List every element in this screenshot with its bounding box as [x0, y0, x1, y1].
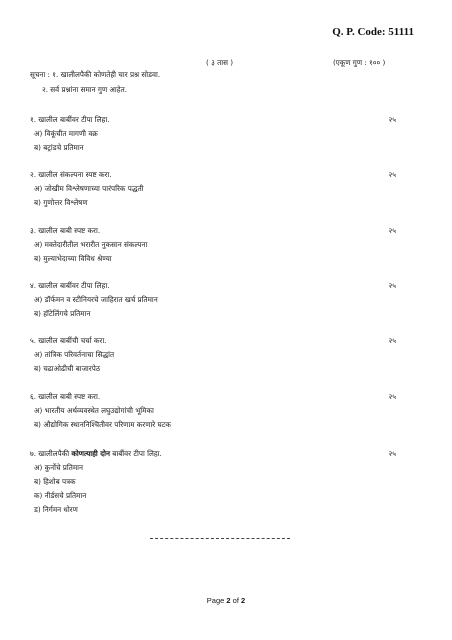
footer-page-number: 2 — [226, 596, 231, 605]
instruction-2: २. सर्व प्रश्नांना समान गुण आहेत. — [42, 85, 127, 94]
exam-duration: ( ३ तास ) — [206, 58, 234, 67]
question-7-title — [30, 449, 162, 458]
end-divider — [150, 538, 290, 539]
question-2-part-b: ब) गुणोत्तर विश्लेषण — [34, 198, 88, 207]
question-7-title-prefix: ७. खालीलपैकी — [30, 449, 72, 458]
footer-prefix: Page — [206, 596, 227, 605]
question-7-part-c: क) नीर्डसचे प्रतिमान — [34, 491, 87, 500]
instruction-1: सूचना : १. खालीलपैकी कोणतेही चार प्रश्न सोडवा. — [30, 70, 161, 79]
question-5-marks: २५ — [388, 336, 396, 345]
question-7-title-suffix: बाबींवर टीपा लिहा. — [109, 449, 162, 458]
question-4-title: ४. खालील बाबींवर टीपा लिहा. — [30, 281, 110, 290]
question-6-title: ६. खालील बाबी स्पष्ट करा. — [30, 392, 101, 401]
question-4-part-a: अ) डॉर्फमन व स्टीनियरचे जाहिरात खर्च प्रतिमान — [34, 295, 158, 304]
question-3-part-b: ब) मुल्याभेदाच्या विविध श्रेण्या — [34, 254, 112, 263]
question-7-part-a: अ) कुर्नोचे प्रतिमान — [34, 463, 83, 472]
question-7-part-d: ड) निर्गमन धोरण — [34, 505, 78, 514]
question-2-part-a: अ) जोखीम विश्लेषणाच्या पारंपरिक पद्धती — [34, 184, 144, 193]
question-2-title: २. खालील संकल्पना स्पष्ट करा. — [30, 170, 112, 179]
question-1-marks: २५ — [388, 115, 396, 124]
question-6-marks: २५ — [388, 392, 396, 401]
footer-of: of — [230, 596, 242, 605]
question-4-part-b: ब) हॉटेलिंगचे प्रतिमान — [34, 309, 91, 318]
footer-page-total: 2 — [241, 596, 246, 605]
question-5-part-a: अ) तांत्रिक परिवर्तनाचा सिद्धांत — [34, 350, 115, 359]
question-1-part-a: अ) विकूंचीत मागणी वक्र — [34, 129, 98, 138]
question-4-marks: २५ — [388, 281, 396, 290]
page-footer — [0, 596, 452, 605]
question-1-part-b: ब) बट्रांडचे प्रतिमान — [34, 143, 84, 152]
qp-code: Q. P. Code: 51111 — [332, 26, 414, 38]
question-5-part-b: ब) चढाओढीची बाजारपेठ — [34, 364, 100, 373]
question-2-marks: २५ — [388, 170, 396, 179]
question-6-part-a: अ) भारतीय अर्थव्यवस्थेत लघुउद्योगांची भूमिका — [34, 406, 154, 415]
question-7-title-emphasis: कोणत्याही दोन — [71, 449, 110, 458]
question-7-part-b: ब) हिशोब पत्रक — [34, 477, 76, 486]
question-7-marks: २५ — [388, 449, 396, 458]
question-1-title: १. खालील बाबींवर टीपा लिहा. — [30, 115, 110, 124]
total-marks: (एकूण गुण : १०० ) — [333, 58, 386, 67]
question-3-title: ३. खालील बाबी स्पष्ट करा. — [30, 226, 101, 235]
question-6-part-b: ब) औद्योगिक स्थाननिश्चितीवर परिणाम करणारे घटक — [34, 420, 171, 429]
question-3-marks: २५ — [388, 226, 396, 235]
question-3-part-a: अ) मक्तेदारीतील भरारीत नुकसान संकल्पना — [34, 240, 148, 249]
question-5-title: ५. खालील बाबींची चर्चा करा. — [30, 336, 107, 345]
